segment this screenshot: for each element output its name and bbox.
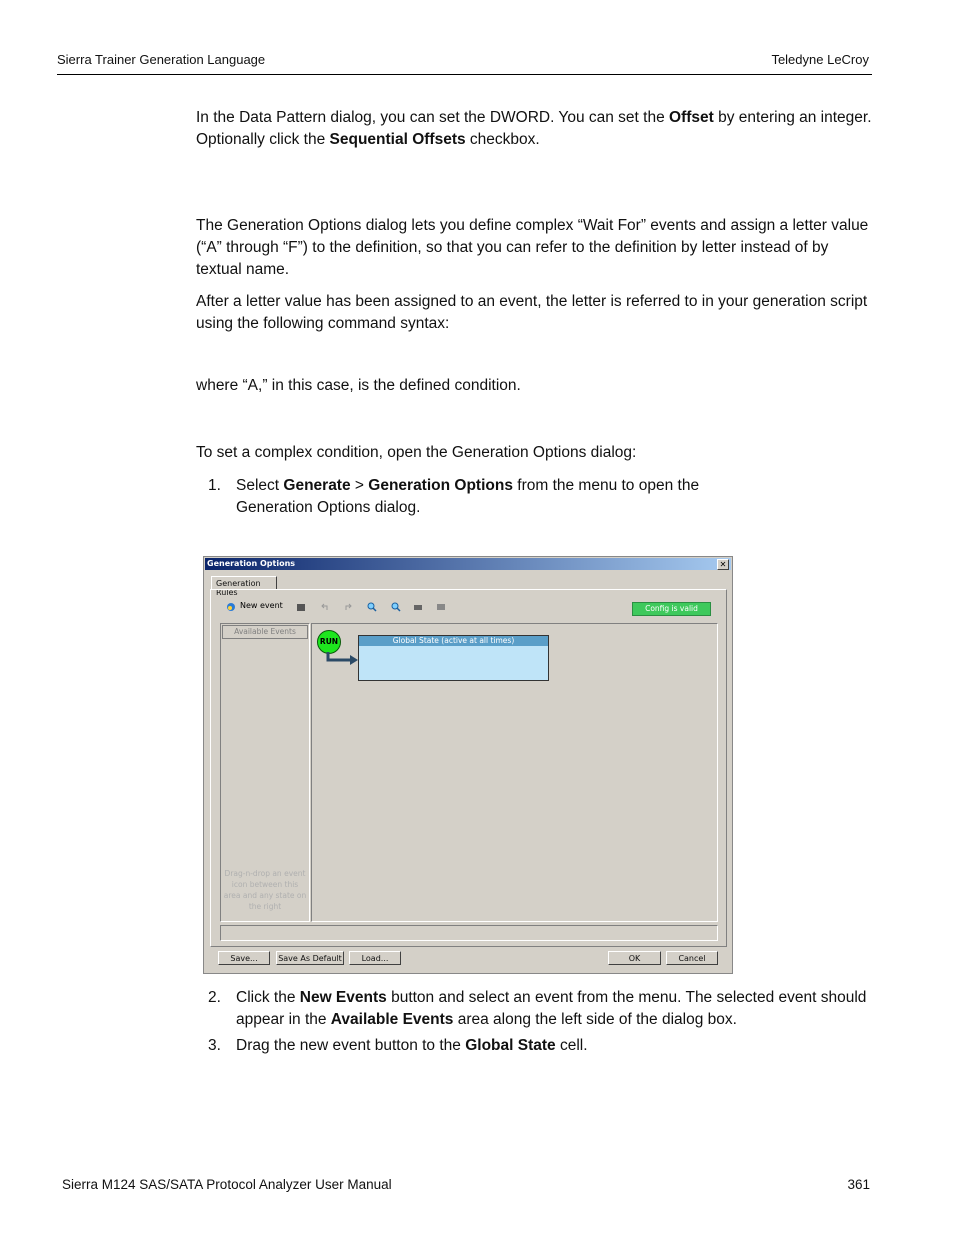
close-icon[interactable]: ✕ xyxy=(717,559,729,570)
config-status-badge: Config is valid xyxy=(632,602,711,616)
run-arrow xyxy=(326,652,360,666)
new-event-icon[interactable] xyxy=(226,602,236,612)
drag-drop-hint: Drag-n-drop an event icon between this area and any state on the right xyxy=(223,869,307,911)
global-state-header: Global State (active at all times) xyxy=(359,636,548,646)
global-state-cell[interactable] xyxy=(358,635,549,681)
available-events-pane xyxy=(220,623,310,922)
save-button[interactable]: Save... xyxy=(218,951,270,965)
zoom-in-icon[interactable] xyxy=(367,602,377,612)
dialog-title: Generation Options xyxy=(207,559,296,568)
header-title: Sierra Trainer Generation Language xyxy=(57,52,266,67)
paragraph-set-condition: To set a complex condition, open the Generation Options dialog: xyxy=(196,444,637,461)
status-bar xyxy=(220,925,718,941)
ok-button[interactable]: OK xyxy=(608,951,661,965)
tab-generation-rules[interactable]: Generation Rules xyxy=(211,576,277,590)
new-event-button[interactable]: New event xyxy=(240,601,283,610)
footer-manual-title: Sierra M124 SAS/SATA Protocol Analyzer User Manual xyxy=(62,1177,392,1192)
dialog-titlebar xyxy=(205,558,731,570)
page-footer xyxy=(62,1177,870,1192)
cancel-button[interactable]: Cancel xyxy=(666,951,718,965)
state-canvas[interactable] xyxy=(311,623,718,922)
paragraph-letter-value: After a letter value has been assigned to an event, the letter is referred to in your generation script using the following command syntax: xyxy=(196,293,868,332)
available-events-header: Available Events xyxy=(222,625,308,639)
load-button[interactable]: Load... xyxy=(349,951,401,965)
layout-icon[interactable] xyxy=(413,602,423,612)
save-as-default-button[interactable]: Save As Default xyxy=(276,951,344,965)
page-number: 361 xyxy=(847,1177,870,1192)
header-company: Teledyne LeCroy xyxy=(771,52,869,67)
delete-icon[interactable] xyxy=(296,602,306,612)
page-header xyxy=(57,52,872,75)
zoom-out-icon[interactable] xyxy=(391,602,401,612)
paragraph-data-pattern: In the Data Pattern dialog, you can set the DWORD. You can set the Offset by entering an integer. Optionally click the Sequential Offsets checkbox. xyxy=(196,109,872,148)
redo-icon[interactable] xyxy=(344,602,354,612)
paragraph-defined-condition: where “A,” in this case, is the defined condition. xyxy=(196,377,521,394)
paragraph-generation-options: The Generation Options dialog lets you define complex “Wait For” events and assign a letter value (“A” through “F”) to the definition, so that you can refer to the definition by letter instead of by textual name. xyxy=(196,217,869,278)
generation-options-dialog xyxy=(203,556,733,974)
run-node[interactable]: RUN xyxy=(317,630,341,654)
undo-icon[interactable] xyxy=(319,602,329,612)
settings-icon[interactable] xyxy=(436,602,446,612)
